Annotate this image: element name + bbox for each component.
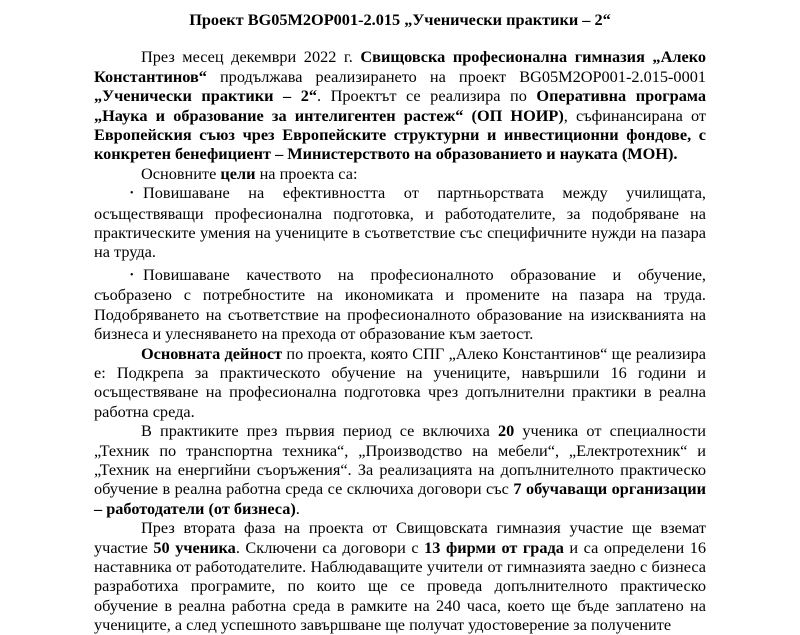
- intro-funding-source: Европейския съюз чрез Европейските структурни и инвестиционни фондове, с конкретен бенефициент – Министерството на образованието и науката (МОН).: [94, 125, 706, 164]
- main-activity-keyword: Основната дейност: [141, 343, 283, 363]
- intro-text-1: През месец декември 2022 г.: [141, 47, 361, 67]
- second-phase-text-1: През втората фаза на проекта от Свищовската гимназия участие ще вземат участие: [94, 518, 706, 557]
- document-page: [94, 10, 706, 635]
- first-period-text-2: ученика от специалности „Техник по транспортна техника“, „Производство на мебели“, „Електротехник“ и „Техник на енергийни съоръжения“. За реализацията на допълнителното практическо обучение в реална работна среда се сключиха договори със: [94, 421, 706, 499]
- goal-bullet-2-text: Повишаване качеството на професионалното образование и обучение, съобразено с потребностите на икономиката и промените на пазара на труда. Подобряването на съответствие на професионалното образование на изискванията на бизнеса и улесняването на прехода от образование към заетост.: [94, 264, 706, 344]
- paragraph-second-phase: [94, 518, 706, 634]
- goal-bullet-1: [94, 183, 706, 262]
- first-period-text-3: .: [295, 498, 300, 518]
- intro-text-2: продължава реализирането на проект BG05M2OP001-2.015-0001: [206, 66, 706, 86]
- intro-text-3: . Проектът се реализира по: [317, 86, 537, 106]
- goals-keyword: цели: [220, 163, 256, 183]
- intro-project-name: „Ученически практики – 2“: [94, 86, 318, 106]
- second-phase-text-3: и са определени 16 наставника от работодателите. Наблюдаващите учители от гимназията заедно с бизнеса разработиха програмите, по които ще се проведа допълнителното практическо обучение в реална работна среда в рамките на 240 часа, което ще бъде заплатено на учениците, а след успешното завършване ще получат удостоверение за получените: [94, 537, 706, 635]
- bullet-icon: •: [130, 188, 134, 200]
- first-period-student-count: 20: [497, 421, 515, 441]
- paragraph-main-activity: [94, 344, 706, 422]
- main-activity-text: по проекта, която СПГ „Алеко Константинов“ ще реализира е: Подкрепа за практическото обучение на учениците, навършили 16 години и осъществяване на професионална подготовка чрез допълнителни практики в реална работна среда.: [94, 343, 706, 421]
- goals-text-2: на проекта са:: [255, 163, 358, 183]
- second-phase-student-count: 50 ученика: [153, 537, 236, 557]
- intro-program-name: Оперативна програма „Наука и образование за интелигентен растеж“ (ОП НОИР): [94, 86, 706, 125]
- bullet-icon: •: [130, 269, 134, 281]
- intro-text-4: , съфинансирана от: [563, 105, 707, 125]
- second-phase-text-2: . Сключени са договори с: [235, 537, 425, 557]
- goal-bullet-1-text: Повишаване на ефективността от партньорствата между училищата, осъществяващи професионална подготовка, и работодателите, за подобряване на практическите умения на учениците в съответствие със специфичните нужди на пазара на труда.: [94, 183, 706, 262]
- first-period-organizations: 7 обучаващи организации – работодатели (от бизнеса): [94, 479, 706, 518]
- intro-school-name: Свищовска професионална гимназия „Алеко Константинов“: [94, 47, 706, 86]
- goal-bullet-2: [94, 265, 706, 344]
- paragraph-intro: [94, 47, 706, 163]
- paragraph-first-period: [94, 421, 706, 518]
- goals-text-1: Основните: [141, 163, 221, 183]
- first-period-text-1: В практиките през първия период се включиха: [141, 421, 498, 441]
- second-phase-companies: 13 фирми от града: [424, 537, 564, 557]
- paragraph-goals-heading: [94, 164, 706, 183]
- document-title: Проект BG05M2OP001-2.015 „Ученически практики – 2“: [189, 10, 611, 29]
